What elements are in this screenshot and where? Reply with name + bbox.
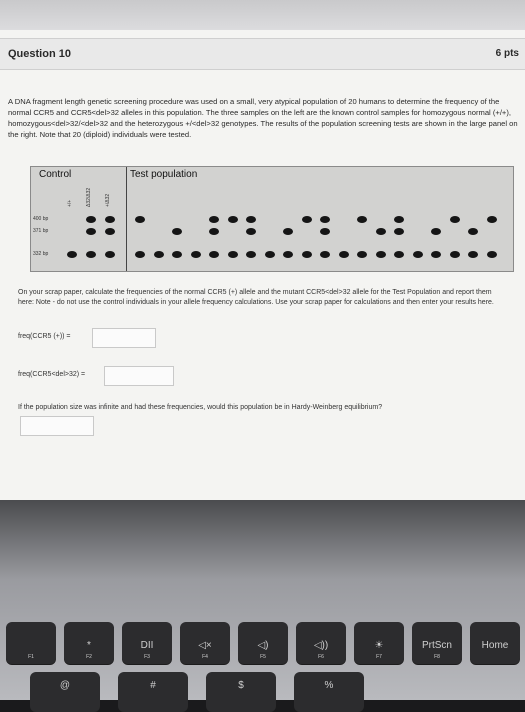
gel-band (105, 228, 115, 235)
lane-label-2: Δ32/Δ32 (86, 187, 92, 207)
keyboard-key[interactable] (180, 622, 230, 664)
gel-band (154, 251, 164, 258)
gel-band (86, 216, 96, 223)
gel-band (487, 251, 497, 258)
key-symbol: DII (140, 640, 154, 651)
instructions-text: On your scrap paper, calculate the frequencies of the normal CCR5 (+) allele and the mutant CCR5<del>32 allele for the Test Population and report them here: Note - do not use the control individuals in your allele frequency calculations. Use your scrap paper for calculations and then enter your results here. (18, 289, 494, 306)
key-label: F7 (376, 654, 382, 660)
bp-label-332: 332 bp (33, 251, 49, 257)
gel-band (191, 251, 201, 258)
gel-band (105, 216, 115, 223)
lane-label-3: +/Δ32 (105, 193, 111, 207)
hwe-question-label: If the population size was infinite and had these frequencies, would this population be in Hardy-Weinberg equilibrium? (18, 404, 383, 411)
question-header (0, 38, 525, 70)
keyboard-key[interactable] (206, 672, 276, 712)
gel-band (320, 228, 330, 235)
key-symbol: @ (59, 680, 71, 691)
gel-band (228, 216, 238, 223)
gel-band (135, 216, 145, 223)
key-symbol: # (150, 680, 156, 691)
keyboard (0, 500, 525, 700)
gel-band (246, 228, 256, 235)
gel-band (394, 228, 404, 235)
keyboard-key[interactable] (470, 622, 520, 664)
bp-label-400: 400 bp (33, 216, 49, 222)
gel-band (209, 228, 219, 235)
keyboard-key[interactable] (238, 622, 288, 664)
gel-band (105, 251, 115, 258)
key-label: F3 (144, 654, 150, 660)
freq-mutant-label: freq(CCR5<del>32) = (18, 371, 86, 378)
gel-band (357, 216, 367, 223)
gel-band (172, 228, 182, 235)
key-label: F1 (28, 654, 34, 660)
gel-band (468, 228, 478, 235)
gel-band (265, 251, 275, 258)
gel-band (487, 216, 497, 223)
question-title: Question 10 (8, 48, 71, 60)
keyboard-key[interactable] (6, 622, 56, 664)
gel-band (67, 251, 77, 258)
key-label: F5 (260, 654, 266, 660)
gel-band (431, 228, 441, 235)
gel-band (450, 216, 460, 223)
gel-band (320, 251, 330, 258)
gel-band (302, 251, 312, 258)
key-symbol: ◁) (257, 640, 269, 651)
gel-band (246, 216, 256, 223)
gel-band (339, 251, 349, 258)
gel-band (468, 251, 478, 258)
key-symbol: ☀ (374, 640, 384, 651)
key-symbol: ◁× (198, 640, 212, 651)
gel-band (450, 251, 460, 258)
gel-band (394, 216, 404, 223)
key-label: F4 (202, 654, 208, 660)
key-symbol: % (324, 680, 334, 691)
gel-band (413, 251, 423, 258)
bp-label-371: 371 bp (33, 228, 49, 234)
gel-band (209, 251, 219, 258)
gel-control-panel (31, 167, 127, 271)
gel-band (135, 251, 145, 258)
lane-label-1: +/+ (67, 199, 73, 207)
key-symbol: ◁)) (313, 640, 329, 651)
gel-band (86, 251, 96, 258)
keyboard-key[interactable] (412, 622, 462, 664)
gel-band (357, 251, 367, 258)
gel-band (86, 228, 96, 235)
keyboard-key[interactable] (296, 622, 346, 664)
gel-band (302, 216, 312, 223)
key-label: F8 (434, 654, 440, 660)
question-points: 6 pts (495, 48, 519, 59)
key-symbol: Home (481, 640, 509, 651)
gel-band (431, 251, 441, 258)
keyboard-key[interactable] (294, 672, 364, 712)
freq-normal-label: freq(CCR5 (+)) = (18, 333, 71, 340)
gel-band (376, 228, 386, 235)
key-symbol: * (87, 640, 91, 651)
gel-test-label: Test population (130, 169, 198, 180)
freq-normal-input[interactable] (92, 328, 156, 348)
gel-band (394, 251, 404, 258)
key-symbol: $ (238, 680, 244, 691)
keyboard-key[interactable] (122, 622, 172, 664)
hwe-answer-input[interactable] (20, 416, 94, 436)
gel-band (320, 216, 330, 223)
key-label: F6 (318, 654, 324, 660)
keyboard-key[interactable] (30, 672, 100, 712)
gel-control-label: Control (39, 169, 72, 180)
gel-band (172, 251, 182, 258)
browser-screen (0, 30, 525, 500)
screen-bezel (0, 0, 525, 30)
keyboard-key[interactable] (354, 622, 404, 664)
keyboard-key[interactable] (64, 622, 114, 664)
key-symbol: PrtScn (421, 640, 452, 651)
keyboard-key[interactable] (118, 672, 188, 712)
gel-band (209, 216, 219, 223)
gel-band (246, 251, 256, 258)
key-label: F2 (86, 654, 92, 660)
gel-band (376, 251, 386, 258)
gel-band (283, 251, 293, 258)
gel-band (228, 251, 238, 258)
gel-band (283, 228, 293, 235)
gel-image (30, 166, 514, 272)
question-paragraph: A DNA fragment length genetic screening procedure was used on a small, very atypical population of 20 humans to determine the frequency of the normal CCR5 and CCR5<del>32 alleles in this population. The three samples on the left are the known control samples for homozygous normal (+/+), homozygous<del>32/<del>32 and the heterozygous +/<del>32 genotypes. The results of the population screening tests are shown in the large panel on the right. Note that 20 (diploid) individuals were tested. (8, 97, 518, 139)
freq-mutant-input[interactable] (104, 366, 174, 386)
